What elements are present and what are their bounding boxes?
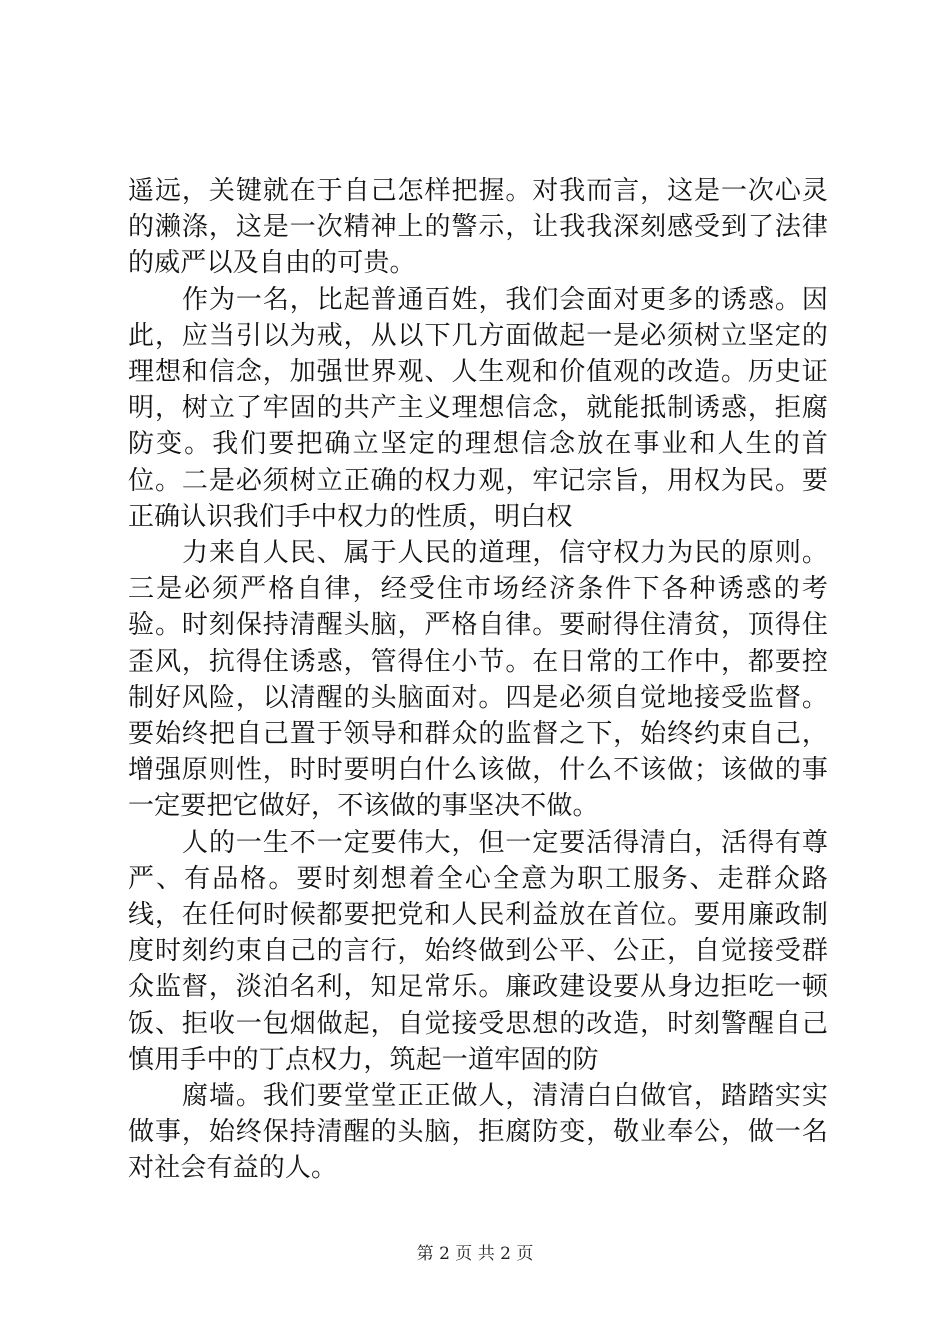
document-body xyxy=(128,173,828,1187)
paragraph-2: 作为一名，比起普通百姓，我们会面对更多的诱惑。因此，应当引以为戒，从以下几方面做起一是必须树立坚定的理想和信念，加强世界观、人生观和价值观的改造。历史证明，树立了牢固的共产主义理想信念，就能抵制诱惑，拒腐防变。我们要把确立坚定的理想信念放在事业和人生的首位。二是必须树立正确的权力观，牢记宗旨，用权为民。要正确认识我们手中权力的性质，明白权 xyxy=(128,284,828,532)
paragraph-5: 腐墙。我们要堂堂正正做人，清清白白做官，踏踏实实做事，始终保持清醒的头脑，拒腐防变，敬业奉公，做一名对社会有益的人。 xyxy=(128,1081,828,1184)
paragraph-4: 人的一生不一定要伟大，但一定要活得清白，活得有尊严、有品格。要时刻想着全心全意为职工服务、走群众路线，在任何时候都要把党和人民利益放在首位。要用廉政制度时刻约束自己的言行，始终做到公平、公正，自觉接受群众监督，淡泊名利，知足常乐。廉政建设要从身边拒吃一顿饭、拒收一包烟做起，自觉接受思想的改造，时刻警醒自己慎用手中的丁点权力，筑起一道牢固的防 xyxy=(128,827,828,1075)
paragraph-3: 力来自人民、属于人民的道理，信守权力为民的原则。三是必须严格自律，经受住市场经济条件下各种诱惑的考验。时刻保持清醒头脑，严格自律。要耐得住清贫，顶得住歪风，抗得住诱惑，管得住小节。在日常的工作中，都要控制好风险，以清醒的头脑面对。四是必须自觉地接受监督。要始终把自己置于领导和群众的监督之下，始终约束自己，增强原则性，时时要明白什么该做，什么不该做；该做的事一定要把它做好，不该做的事坚决不做。 xyxy=(128,538,828,822)
paragraph-1: 遥远，关键就在于自己怎样把握。对我而言，这是一次心灵的濑涤，这是一次精神上的警示，让我我深刻感受到了法律的威严以及自由的可贵。 xyxy=(128,176,828,279)
page-number-footer: 第 2 页 共 2 页 xyxy=(416,1244,534,1264)
